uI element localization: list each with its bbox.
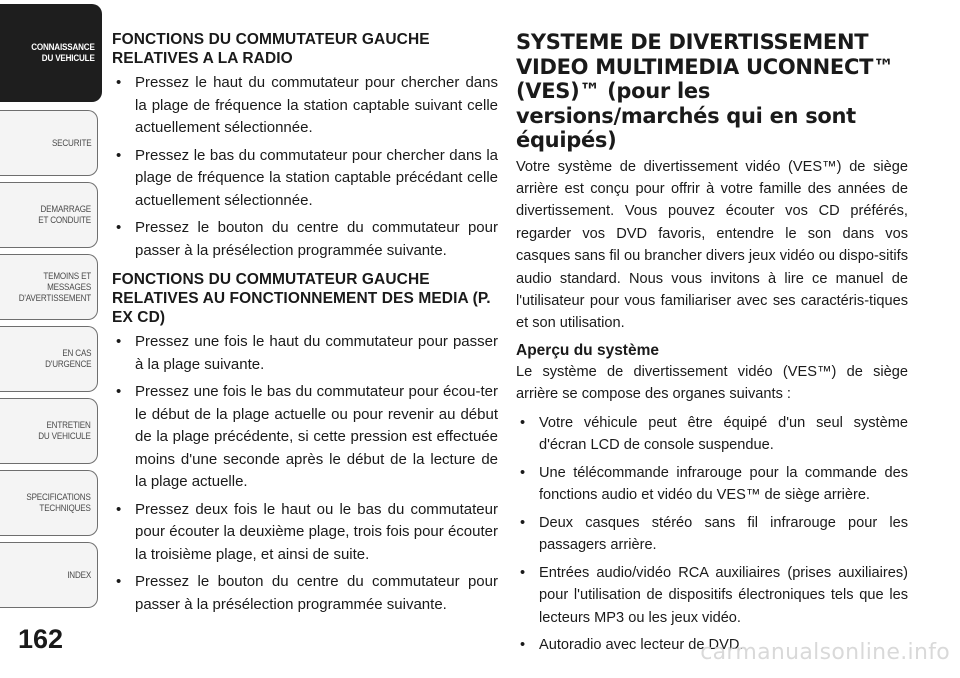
- tab-label: TEMOINS ET MESSAGES D'AVERTISSEMENT: [18, 270, 91, 304]
- tab-entretien-du-vehicule[interactable]: [0, 398, 98, 464]
- list-item: • Entrées audio/vidéo RCA auxiliaires (prises auxiliaires) pour l'utilisation de dispositifs électroniques tels que les lecteurs MP3 ou les jeux vidéo.: [516, 562, 908, 630]
- list-item: • Pressez deux fois le haut ou le bas du commutateur pour écouter la deuxième plage, trois fois pour écouter la troisième plage, et ainsi de suite.: [112, 499, 498, 567]
- tab-demarrage-et-conduite[interactable]: [0, 182, 98, 248]
- section-title: SYSTEME DE DIVERTISSEMENT VIDEO MULTIMEDIA UCONNECT™ (VES)™ (pour les versions/marchés qui en sont équipés): [516, 30, 894, 152]
- list-item: • Pressez une fois le bas du commutateur pour écou-ter le début de la plage actuelle ou pour revenir au début de la plage précédente, si cette pression est effectuée moins d'une seconde après le début de la lecture de la plage actuelle.: [112, 381, 498, 494]
- tab-en-cas-d-urgence[interactable]: [0, 326, 98, 392]
- media-functions-heading: FONCTIONS DU COMMUTATEUR GAUCHE RELATIVES AU FONCTIONNEMENT DES MEDIA (P. EX CD): [112, 271, 491, 326]
- tab-label: DEMARRAGE ET CONDUITE: [38, 204, 91, 226]
- chapter-sidebar: [0, 0, 104, 620]
- overview-heading: Aperçu du système: [516, 341, 659, 359]
- list-item: • Pressez une fois le haut du commutateur pour passer à la plage suivante.: [112, 331, 498, 376]
- list-item: • Pressez le bouton du centre du commutateur pour passer à la présélection programmée suivante.: [112, 217, 498, 262]
- list-item: • Une télécommande infrarouge pour la commande des fonctions audio et vidéo du VES™ de siège arrière.: [516, 462, 908, 507]
- watermark: carmanualsonline.info: [700, 640, 950, 665]
- media-functions-list: [112, 331, 498, 616]
- list-item: • Votre véhicule peut être équipé d'un seul système d'écran LCD de console suspendue.: [516, 412, 908, 457]
- list-item: • Pressez le haut du commutateur pour chercher dans la plage de fréquence la station captable suivant celle actuellement sélectionnée.: [112, 72, 498, 140]
- tab-temoins-et-messages[interactable]: [0, 254, 98, 320]
- list-item: • Pressez le bas du commutateur pour chercher dans la plage de fréquence la station captable précédant celle actuellement sélectionnée.: [112, 145, 498, 213]
- tab-label: INDEX: [67, 569, 91, 581]
- tab-label: CONNAISSANCE DU VEHICULE: [31, 42, 95, 64]
- list-item: • Pressez le bouton du centre du commutateur pour passer à la présélection programmée suivante.: [112, 571, 498, 616]
- tab-specifications-techniques[interactable]: [0, 470, 98, 536]
- tab-label: ENTRETIEN DU VEHICULE: [38, 420, 91, 442]
- tab-index[interactable]: [0, 542, 98, 608]
- radio-functions-list: [112, 72, 498, 262]
- page-number: 162: [18, 624, 64, 654]
- overview-paragraph: Le système de divertissement vidéo (VES™) de siège arrière se compose des organes suivants :: [516, 363, 908, 403]
- radio-functions-heading: FONCTIONS DU COMMUTATEUR GAUCHE RELATIVES A LA RADIO: [112, 31, 430, 67]
- list-item: • Autoradio avec lecteur de DVD.: [516, 634, 908, 657]
- overview-list: [516, 412, 908, 657]
- list-item: • Deux casques stéréo sans fil infrarouge pour les passagers arrière.: [516, 512, 908, 557]
- intro-paragraph: Votre système de divertissement vidéo (VES™) de siège arrière est conçu pour offrir à votre famille des années de divertissement. Vous pouvez écouter vos CD préférés, regarder vos DVD favoris, entendre le son dans vos casques sans fil ou brancher divers jeux vidéo ou dispo-sitifs audio standard. Nous vous invitons à lire ce manuel de l'utilisateur pour vous familiariser avec ses caractéris-tiques et son utilisation.: [516, 158, 908, 332]
- tab-label: SPECIFICATIONS TECHNIQUES: [26, 492, 91, 514]
- tab-securite[interactable]: [0, 110, 98, 176]
- right-column: [516, 30, 908, 662]
- tab-label: EN CAS D'URGENCE: [44, 348, 91, 370]
- tab-connaissance-du-vehicule[interactable]: [0, 4, 102, 102]
- tab-label: SECURITE: [51, 137, 91, 149]
- left-column: [112, 30, 498, 621]
